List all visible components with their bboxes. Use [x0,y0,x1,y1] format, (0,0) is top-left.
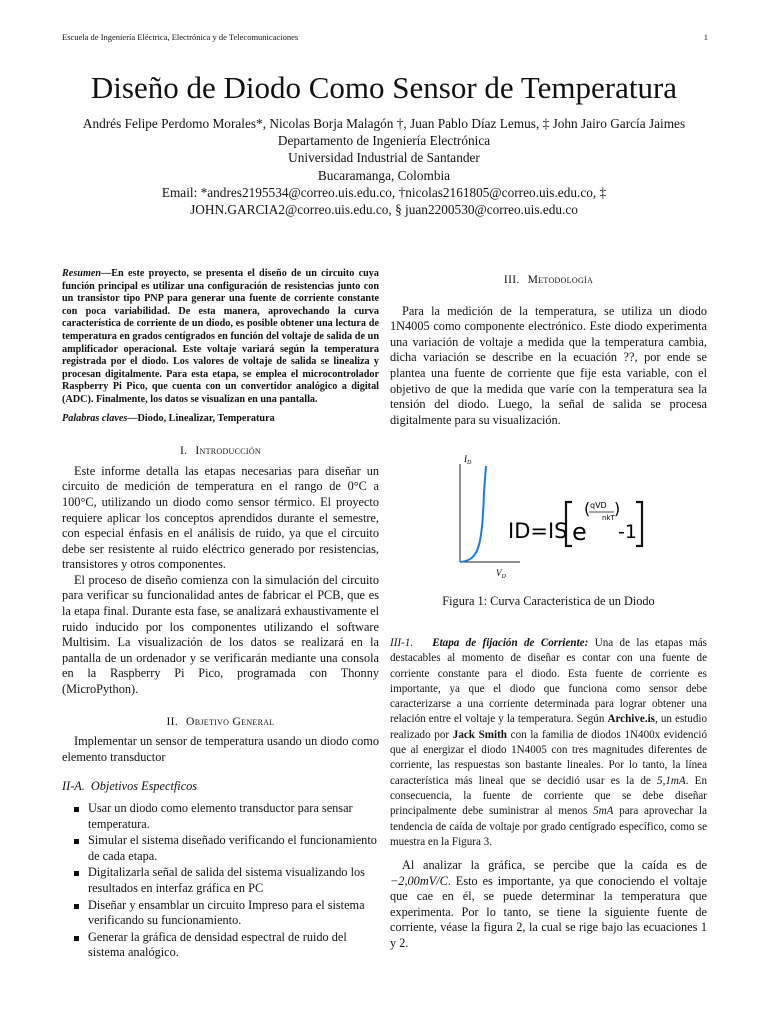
method-text-c: con la familia de diodos 1N400x evidenció que al energizar el diodo 1N4005 con tres magnitudes diferentes de corriente, las respuestas son bastante lineales. Por lo tanto, la línea característica más lineal que se decidió usar es la de [390,728,707,787]
diode-iv-curve [460,466,486,562]
diode-curve-figure [390,452,707,592]
section-heading-intro [62,443,379,459]
subsection-heading-objectives [62,779,379,795]
keywords-lead: Palabras claves [62,412,128,424]
page-number: 1 [703,32,708,42]
list-item: Generar la gráfica de densidad espectral de ruido del sistema analógico. [88,930,379,961]
math-current-2: 5mA [593,805,614,818]
math-slope: −2,00mV/C [390,873,448,888]
equation-exp-denominator: nkT [602,514,615,523]
author-block [40,115,728,218]
running-header [62,32,708,42]
subsection-number: III-1. [390,636,414,649]
subsection-title: Objetivos Espectficos [90,779,198,794]
method-text-e: para aprovechar la tendencia de caída de voltaje por grado centígrado específico, como se muestra en la Figura 3. [390,805,708,848]
list-item: Simular el sistema diseñado verificando el funcionamiento de cada etapa. [88,833,379,864]
equation-exp-base: e [572,518,587,547]
x-axis-label: $V_D$ [496,568,506,581]
y-axis-label: $I_D$ [464,454,472,467]
method-text-d: . En consecuencia, la fuente de corriente que se debe diseñar principalmente debe suministrar al menos [390,774,707,818]
list-item: Usar un diodo como elemento transductor para sensar temperatura. [88,801,379,832]
subsection-title: Etapa de fijación de Corriente: [432,636,589,649]
list-item: Diseñar y ensamblar un circuito Impreso para el sistema verificando su funcionamiento. [88,898,379,929]
right-column [390,268,707,952]
method-text-g: . Esto es importante, ya que conociendo el voltaje que cae en él, se puede determinar la temperatura que experimenta. Por lo tanto, se tiene la siguiente fuente de corriente, véase la figura 2, la cual se rige bajo las ecuaciones 1 y 2. [390,873,707,951]
method-text-f: Al analizar la gráfica, se percibe que la caída es de [402,858,707,873]
section-heading-objective [62,714,379,730]
exp-open-paren: ( [584,499,591,519]
author-emails-1: Email: *andres2195534@correo.uis.edu.co, †nicolas2161805@correo.uis.edu.co, ‡ [161,184,607,200]
left-column [62,268,379,962]
equation-exp-numerator: qVD [590,501,607,511]
author-location: Bucaramanga, Colombia [317,167,451,183]
intro-paragraph-2: El proceso de diseño comienza con la simulación del circuito para verificar su funcionalidad antes de fabricar el PCB, que es la etapa final. Durante esta fase, se analizará exhaustivamente el ruido inducido por los componentes utilizando el software Multisim. La visualización de los datos se realizará en la pantalla de un ordenador y se verificarán mediante una consola en la Raspberry Pi Pico, programada con Thonny (MicroPython). [62,572,379,697]
author-department: Departamento de Ingeniería Electrónica [277,133,491,149]
method-paragraph-2 [390,636,707,850]
section-number: I. [179,444,188,458]
section-number: III. [503,273,520,286]
method-paragraph-1: Para la medición de la temperatura, se utiliza un diodo 1N4005 como componente electrónico. Este diodo experimenta una variación de voltaje a medida que la temperatura cambia, dicha variación se describe en la ecuación ??, por ende se plantea una fuente de corriente que fije esta variable, con el objetivo de que la medida que varíe con la temperatura sea la tensión del diodo. Luego, la señal de salida se procesa digitalmente para su visualización. [390,303,707,427]
abstract-text: —En este proyecto, se presenta el diseño de un circuito cuya función principal es utilizar una configuración de resistencias junto con un transistor tipo PNP para generar una fuente de corriente constante con poca variabilidad. De esta manera, aprovechando la curva característica de corriente de un diodo, es posible obtener una lectura de temperatura en grados centígrados en función del voltaje de salida de un amplificador operacional. Este voltaje variará según la temperatura registrada por el diodo. Los valores de voltaje de salida se linealiza y procesan digitalmente. Para esta etapa, se emplea el microcontrolador Raspberry Pi Pico, que cuenta con un convertidor analógico a digital (ADC). Finalmente, los datos se visualizan en una pantalla. [62,268,379,405]
equation-lhs: ID=IS [508,519,568,544]
method-paragraph-3 [390,858,707,952]
objectives-list [62,801,379,961]
method-text-b: , un estudio realizado por [390,713,707,741]
figure-diode-curve [390,452,707,592]
exp-close-paren: ) [614,499,621,519]
author-emails-2: JOHN.GARCIA2@correo.uis.edu.co, § juan2200530@correo.uis.edu.co [190,202,578,218]
abstract [62,268,379,407]
section-number: II. [166,714,179,728]
citation-source: Archive.is [607,713,655,726]
keywords [62,413,379,426]
subsection-number: II-A. [62,779,85,794]
figure-caption: Figura 1: Curva Caracteristica de un Diodo [442,594,655,609]
citation-author: Jack Smith [452,728,507,741]
list-item: Digitalizarla señal de salida del sistema visualizando los resultados en interfaz gráfica en PC [88,865,379,896]
running-title: Escuela de Ingeniería Eléctrica, Electrónica y de Telecomunicaciones [62,32,299,42]
method-text-a: Una de las etapas más destacables al momento de diseñar es contar con una fuente de corriente constante para el diodo. Esta fuente de corriente es importante, ya que el diodo que funciona como sensor debe caracterizarse a una corriente determinada para lograr obtener una relación entre el voltaje y la temperatura. Según [390,636,708,726]
section-heading-method [390,272,707,288]
abstract-lead: Resumen [62,268,102,279]
section-title: Metodología [527,273,594,286]
math-current-1: 5,1mA [657,774,686,787]
intro-paragraph-1: Este informe detalla las etapas necesarias para diseñar un circuito de medición de temperatura en el rango de 0°C a 100°C, utilizando un diodo como sensor térmico. El proyecto requiere aplicar los conceptos aprendidos durante el semestre, con especial énfasis en el análisis de ruido, ya que el circuito debe ser resistente al ruido eléctrico generado por resistencias, transistores y otros componentes. [62,463,379,572]
author-university: Universidad Industrial de Santander [288,150,480,166]
section-title: Introducción [195,444,262,458]
objective-paragraph: Implementar un sensor de temperatura usando un diodo como elemento transductor [62,734,379,764]
keywords-text: —Diodo, Linealizar, Temperatura [127,412,275,424]
author-names: Andrés Felipe Perdomo Morales*, Nicolas Borja Malagón †, Juan Pablo Díaz Lemus, ‡ John Jairo García Jaimes [82,116,686,131]
section-title: Objetivo General [186,714,275,728]
equation-tail: -1 [618,521,637,544]
paper-title: Diseño de Diodo Como Sensor de Temperatura [90,70,678,105]
